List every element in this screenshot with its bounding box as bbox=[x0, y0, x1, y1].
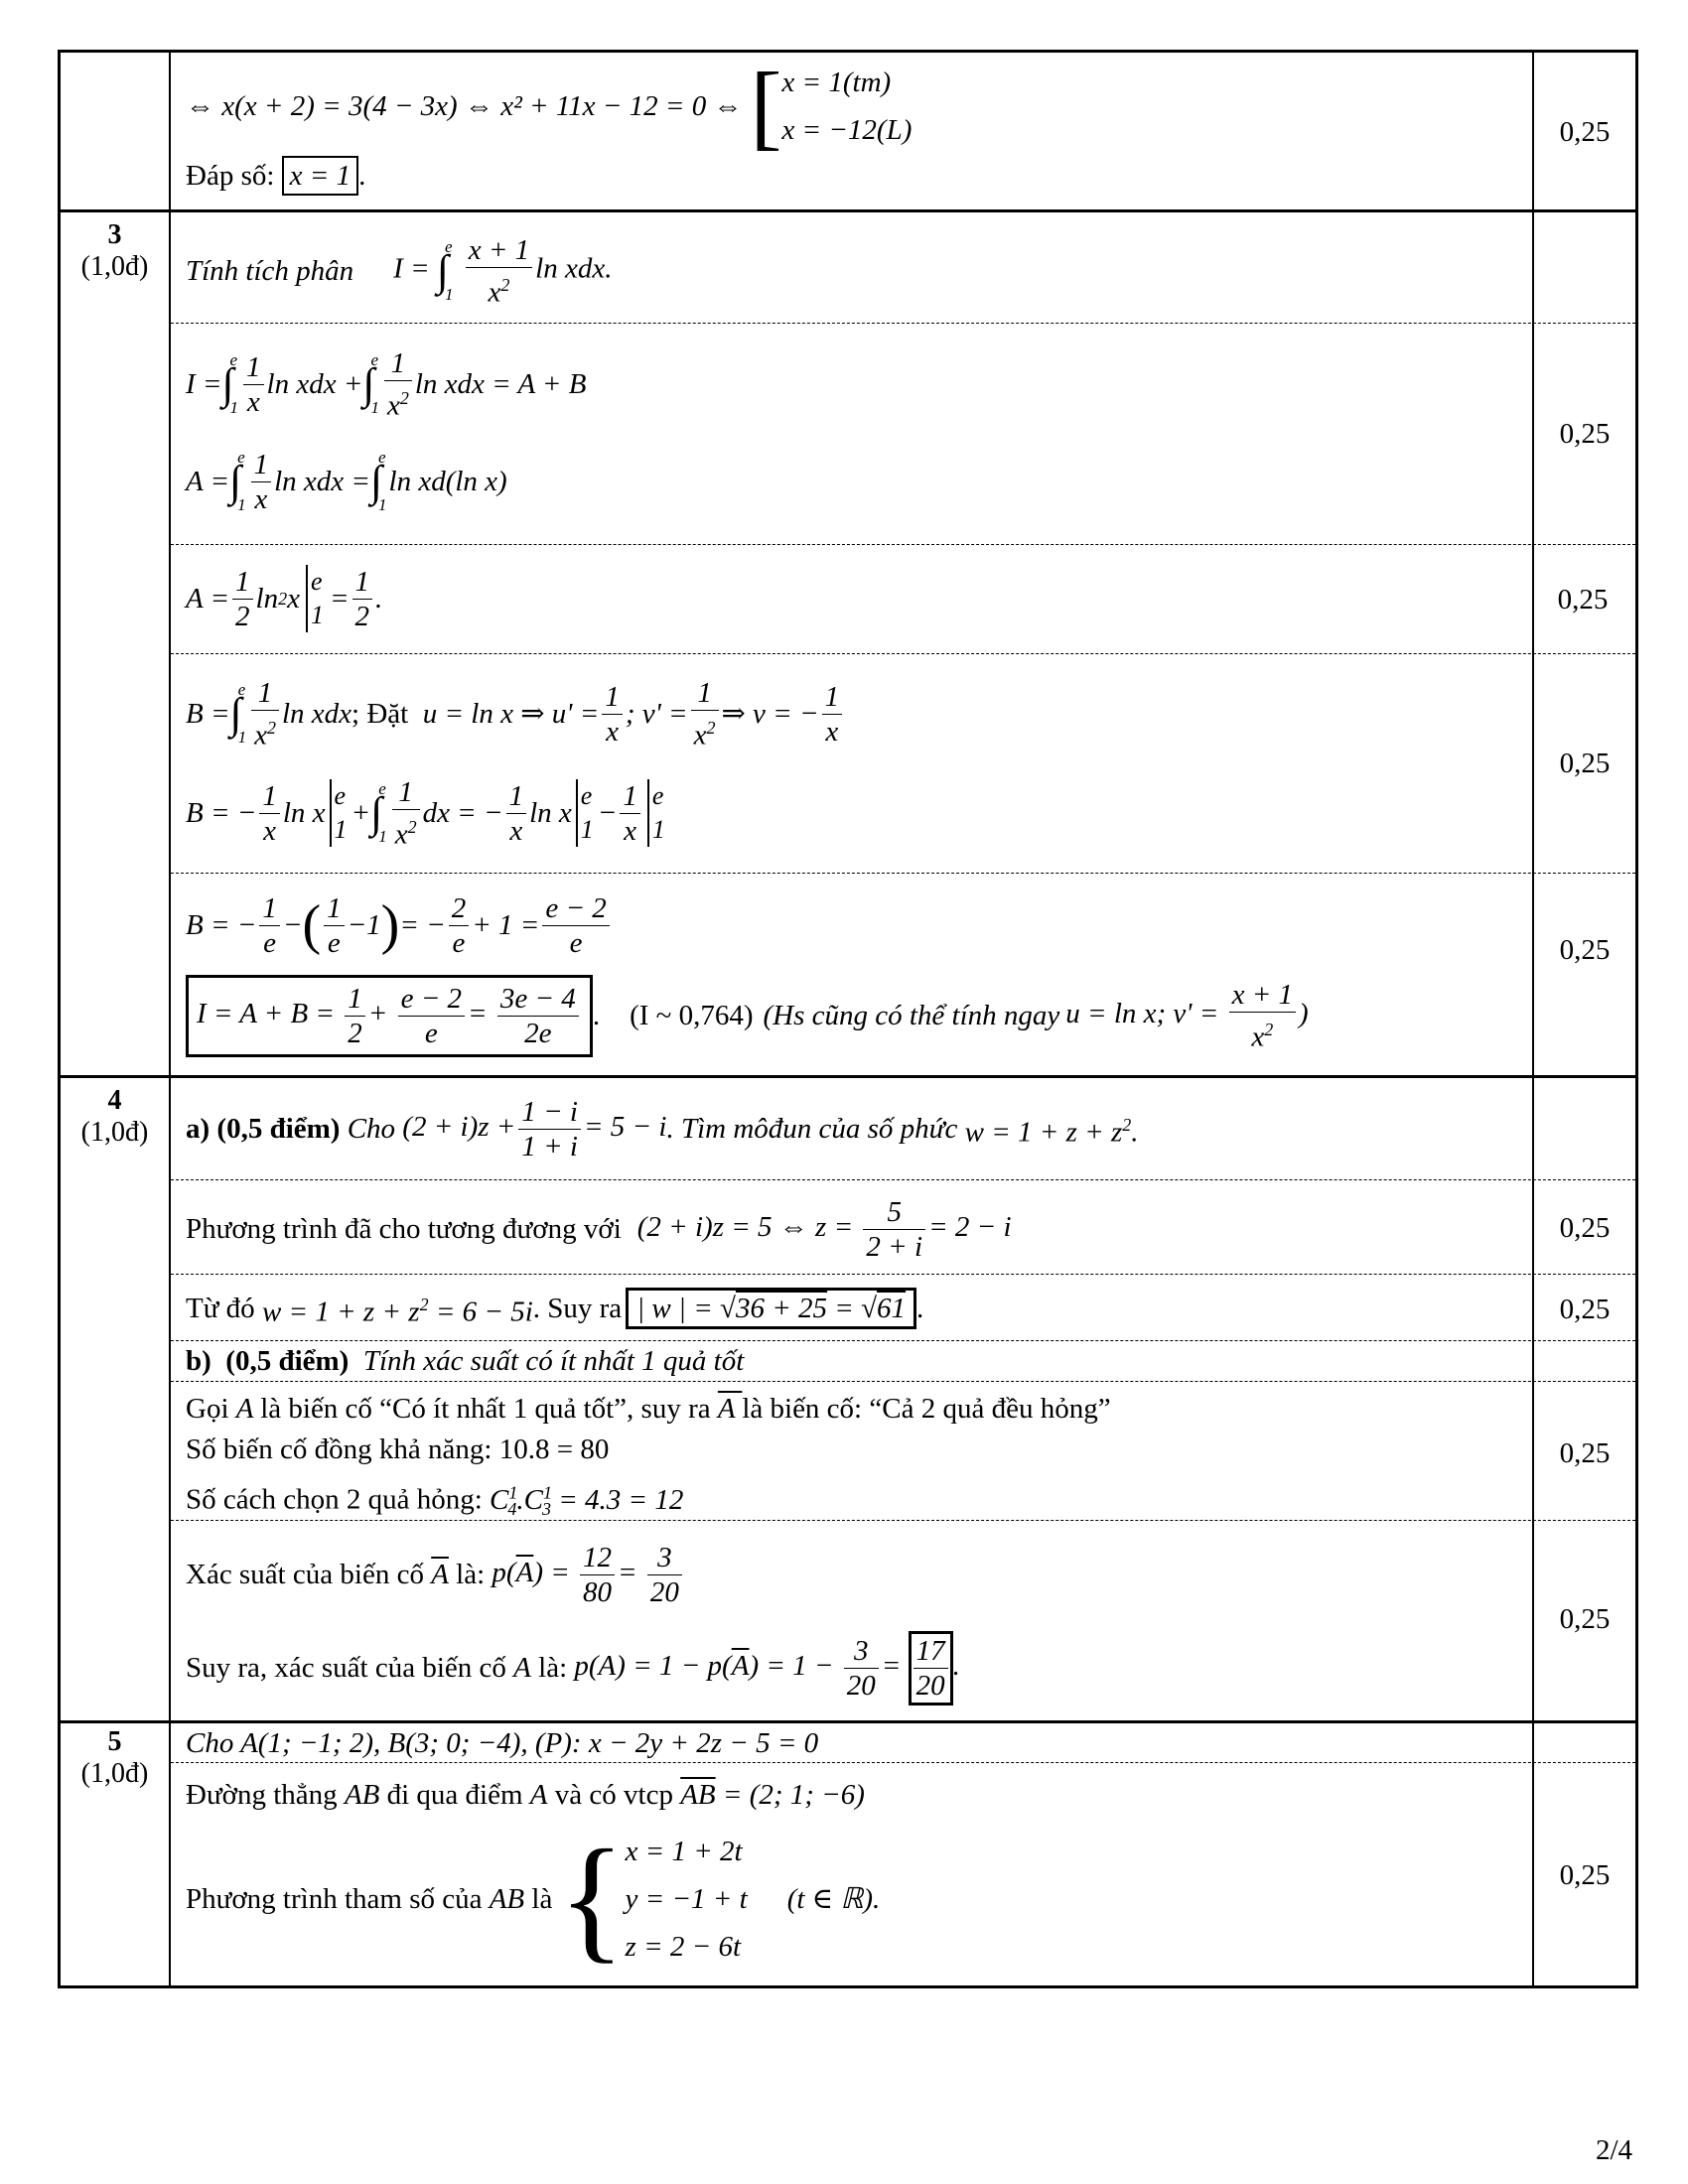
q5-given: Cho A(1; −1; 2), B(3; 0; −4), (P): x − 2y + 2z − 5 = 0 bbox=[186, 1727, 819, 1759]
part-points: (0,5 điểm) bbox=[225, 1345, 350, 1377]
text: là biến cố: “Cả 2 quả đều hỏng” bbox=[742, 1393, 1111, 1425]
q4b-prompt bbox=[186, 1343, 1510, 1379]
system-equation: y = −1 + t bbox=[625, 1883, 748, 1915]
score-value: 0,25 bbox=[1559, 116, 1611, 148]
score-value: 0,25 bbox=[1559, 1294, 1611, 1325]
q4a-step-2: Từ đó $w = 1 + z + z^2 = 6 - 5i$ . Suy ra | w | = √36 + 25 = √61 . bbox=[186, 1284, 1510, 1333]
question-4-label bbox=[61, 1085, 169, 1149]
answer-table bbox=[58, 50, 1638, 1988]
system-brace: { bbox=[558, 1822, 626, 1976]
case-item: x = −12(L) bbox=[781, 114, 913, 146]
row-separator bbox=[171, 1274, 1635, 1275]
row-separator bbox=[171, 1179, 1635, 1180]
question-points: (1,0đ) bbox=[80, 1117, 149, 1148]
row-separator bbox=[171, 1340, 1635, 1341]
text: là: bbox=[538, 1652, 568, 1684]
score-value: 0,25 bbox=[1559, 1603, 1611, 1635]
question-number: 4 bbox=[107, 1085, 122, 1116]
q4a-given: Cho bbox=[347, 1113, 396, 1145]
part-label: b) bbox=[186, 1345, 211, 1377]
question-number: 5 bbox=[107, 1726, 122, 1757]
text: Phương trình tham số của bbox=[186, 1883, 483, 1915]
parametric-system bbox=[626, 1828, 748, 1971]
case-list bbox=[781, 59, 912, 154]
row-separator bbox=[61, 1075, 1635, 1078]
text: Số cách chọn 2 quả hỏng: bbox=[186, 1483, 483, 1516]
text: đi qua điểm bbox=[386, 1779, 523, 1811]
row-separator bbox=[61, 209, 1635, 212]
top-row-content: ⇔ x(x + 2) = 3(4 − 3x) ⇔ x² + 11x − 12 = 0 ⇔ [ x = 1(tm) x = −12(L) Đáp số: x = 1 . bbox=[186, 59, 1510, 194]
q4a-step2-text: Từ đó bbox=[186, 1293, 255, 1324]
text: là: bbox=[456, 1559, 486, 1590]
text: là biến cố “Có ít nhất 1 quả tốt”, suy ra bbox=[260, 1393, 711, 1425]
text: Đường thẳng bbox=[186, 1779, 338, 1811]
row-separator bbox=[171, 873, 1635, 874]
row-separator bbox=[171, 544, 1635, 545]
row-separator bbox=[171, 653, 1635, 654]
modulus-answer-box: | w | = √36 + 25 = √61 bbox=[626, 1288, 916, 1329]
score-value: 0,25 bbox=[1559, 934, 1611, 966]
approx-value: (I ~ 0,764) bbox=[630, 1000, 754, 1031]
q3-step3-line1: B = ∫ e 1 $\frac{1}{x^2}$ ln xdx ; Đặt u = ln x ⇒ u' = $\frac{1}{x}$ ; v' = $\frac{1}{x^2}$ ⇒ v = − $\frac{1}{x}$ bbox=[186, 664, 1510, 763]
text: Gọi bbox=[186, 1393, 229, 1425]
text: là bbox=[531, 1883, 553, 1915]
row-separator bbox=[61, 1720, 1635, 1723]
q4a-step-1: Phương trình đã cho tương đương với (2 + i)z = 5 ⇔ z = $\frac{5}{2 + i}$ = 2 − i bbox=[186, 1195, 1012, 1263]
column-divider-question bbox=[169, 53, 171, 1985]
parameter-domain: (t ∈ ℝ). bbox=[786, 1883, 881, 1915]
system-equation: z = 2 − 6t bbox=[625, 1931, 742, 1963]
q3-step1-line1: I = ∫ e 1 $\frac{1}{x}$ ln xdx + ∫ e 1 $\frac{1}{x^2}$ ln xdx = A + B bbox=[186, 346, 587, 422]
q4b-task: Tính xác suất có ít nhất 1 quả tốt bbox=[362, 1345, 745, 1377]
q3-prompt-text: Tính tích phân bbox=[186, 255, 354, 287]
q3-step4-line1: B = − $\frac{1}{e}$ − ( $\frac{1}{e}$ −1 ) = − $\frac{2}{e}$ + 1 = $\frac{e - 2}{e}$ bbox=[186, 883, 1510, 968]
q4a-task: . Tìm môđun của số phức bbox=[666, 1113, 958, 1145]
q3-step1-line2: A = ∫ e 1 $\frac{1}{x}$ ln xdx = ∫ e 1 ln xd(ln x) bbox=[186, 448, 507, 515]
q3-step-3 bbox=[186, 664, 1510, 863]
q5-prompt bbox=[186, 1724, 1510, 1762]
score-value: 0,25 bbox=[1559, 1859, 1611, 1891]
equation-line: ⇔ x(x + 2) = 3(4 − 3x) ⇔ x² + 11x − 12 = 0 ⇔ bbox=[186, 90, 743, 122]
text: Xác suất của biến cố bbox=[186, 1559, 424, 1590]
sample-space-line: Số biến cố đồng khả năng: 10.8 = 80 bbox=[186, 1433, 610, 1465]
q4b-step-2: Xác suất của biến cố $\overline{A}$ là: $p(\overline{A})$ = $\frac{12}{80}$ = $\frac{3}{20}$ Suy ra, xác suất của biến cố A là: $p(A) = 1 - p(\overline{A}) = 1$ − $\frac{3}{20}$ = $\frac{17}{20}$ . bbox=[186, 1530, 1510, 1716]
q3-prompt bbox=[186, 223, 1510, 319]
score-value: 0,25 bbox=[1559, 748, 1611, 779]
text: Suy ra, xác suất của biến cố bbox=[186, 1652, 506, 1684]
answer-box: x = 1 bbox=[282, 156, 358, 196]
q4b-step-1: Gọi A là biến cố “Có ít nhất 1 quả tốt”, suy ra A là biến cố: “Cả 2 quả đều hỏng” Số biến cố đồng khả năng: 10.8 = 80 Số cách chọn 2 quả hỏng: $C^1_4.C^1_3 = 4.3 = 12$ bbox=[186, 1388, 1510, 1532]
q3-step4-line2: I = A + B = $\frac{1}{2}$ + $\frac{e - 2}{e}$ = $\frac{3e - 4}{2e}$ . (I ~ 0,764) (Hs cũng có thể tính ngay u = ln x; v' = $\frac{x + 1}{x^2}$ ) bbox=[186, 968, 1510, 1063]
question-number: 3 bbox=[107, 219, 122, 250]
final-answer-box: I = A + B = $\frac{1}{2}$ + $\frac{e - 2}{e}$ = $\frac{3e - 4}{2e}$ bbox=[186, 975, 593, 1057]
row-separator bbox=[171, 323, 1635, 324]
system-equation: x = 1 + 2t bbox=[625, 1836, 743, 1867]
q3-step-4 bbox=[186, 883, 1510, 1063]
integral-sign-icon: ∫ bbox=[436, 246, 449, 295]
score-value: 0,25 bbox=[1559, 1437, 1611, 1469]
question-points: (1,0đ) bbox=[80, 251, 149, 282]
score-value: 0,25 bbox=[1559, 418, 1611, 450]
question-3-label bbox=[61, 219, 169, 283]
question-points: (1,0đ) bbox=[80, 1758, 149, 1789]
score-value: 0,25 bbox=[1557, 584, 1609, 615]
row-separator bbox=[171, 1381, 1635, 1382]
question-5-label bbox=[61, 1726, 169, 1790]
q3-step-2 bbox=[186, 557, 1510, 640]
row-separator bbox=[171, 1762, 1635, 1763]
integral-expr: I = ∫ e 1 $\frac{x + 1}{x^2}$ ln xdx. bbox=[393, 233, 613, 309]
q3-step3-line2: B = − $\frac{1}{x}$ ln x e 1 + ∫ e 1 $\frac{1}{x^2}$ dx = − $\frac{1}{x}$ ln x e 1 − $\frac{1}{x}$ e 1 bbox=[186, 775, 665, 851]
page-number: 2/4 bbox=[1595, 2134, 1632, 2166]
score-value: 0,25 bbox=[1559, 1212, 1611, 1244]
q5-step-1: Đường thẳng AB đi qua điểm A và có vtcp $\overline{AB} = (2$; 1; −6) Phương trình tham số của AB là { x = 1 + 2t y = −1 + t z = 2 − 6t (t ∈ ℝ). bbox=[186, 1779, 881, 1976]
case-bracket: [ bbox=[750, 53, 782, 159]
q3-step-1 bbox=[186, 337, 1510, 531]
part-label: a) bbox=[186, 1113, 211, 1145]
q4a-step2-text: . Suy ra bbox=[532, 1293, 623, 1324]
hint-text: (Hs cũng có thể tính ngay bbox=[763, 1000, 1060, 1031]
q4a-step1-text: Phương trình đã cho tương đương với bbox=[186, 1213, 622, 1245]
text: và có vtcp bbox=[554, 1779, 673, 1811]
answer-label: Đáp số: bbox=[186, 160, 275, 192]
q3-step2-line: A = $\frac{1}{2}$ ln 2 x e 1 = $\frac{1}{2}$ . bbox=[186, 565, 383, 632]
column-divider-score bbox=[1532, 53, 1534, 1985]
part-points: (0,5 điểm) bbox=[216, 1113, 341, 1145]
q4a-prompt: a) (0,5 điểm) Cho (2 + i)z + $\frac{1 - i}{1 + i}$ = 5 − i . Tìm môđun của số phức $w = 1 + z + z^2$. bbox=[186, 1095, 1139, 1162]
case-item: x = 1(tm) bbox=[781, 67, 892, 98]
